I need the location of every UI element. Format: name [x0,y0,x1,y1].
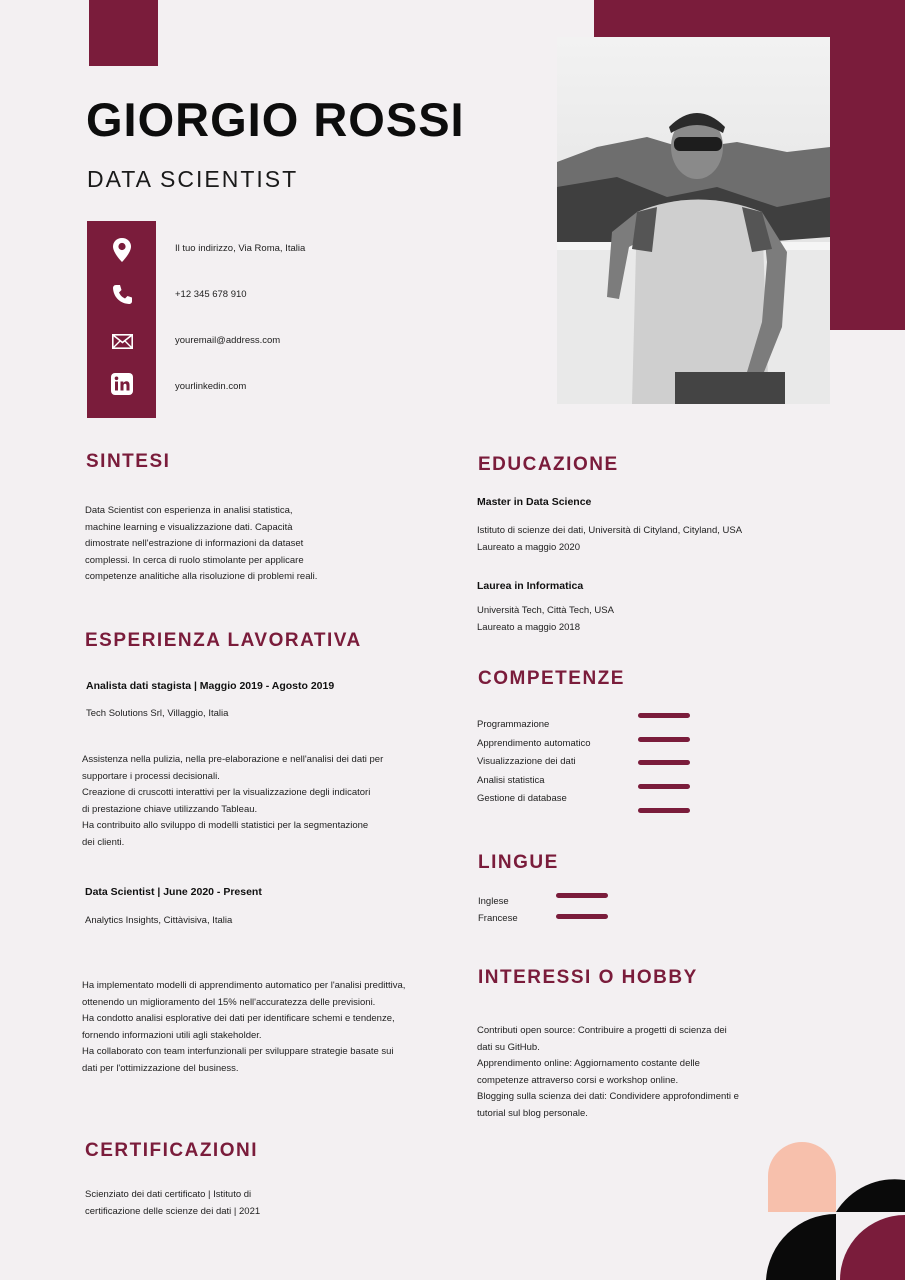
job-line: Ha condotto analisi esplorative dei dati per identificare schemi e tendenze, [82,1013,395,1024]
contact-address: Il tuo indirizzo, Via Roma, Italia [175,243,306,254]
job-line: dei clienti. [82,836,125,848]
skill-item: Gestione di database [477,793,567,805]
degree-2: Laurea in Informatica [477,580,584,592]
candidate-name: GIORGIO ROSSI [86,93,465,146]
language-item: Francese [478,912,518,924]
job-line: supportare i processi decisionali. [82,770,220,782]
phone-icon [112,284,133,305]
profile-photo [557,37,830,404]
job-line: Assistenza nella pulizia, nella pre-elaborazione e nell'analisi dei dati per [82,754,384,765]
degree-1-details [477,523,742,556]
hobby-line: Contributi open source: Contribuire a progetti di scienza dei [477,1025,727,1036]
degree-line: Laureato a maggio 2018 [477,621,580,633]
degree-line: Istituto di scienze dei dati, Università di Cityland, Cityland, USA [477,525,743,536]
job-line: fornendo informazioni utili agli stakeholder. [82,1029,262,1041]
sintesi-line: complessi. In cerca di ruolo stimolante per applicare [85,554,304,566]
sintesi-line: Data Scientist con esperienza in analisi statistica, [85,505,293,516]
degree-1: Master in Data Science [477,496,592,508]
sintesi-line: competenze analitiche alla risoluzione di problemi reali. [85,571,318,582]
hobby-line: tutorial sul blog personale. [477,1107,588,1119]
section-heading-competenze: COMPETENZE [478,668,625,689]
hobby-line: Blogging sulla scienza dei dati: Condividere approfondimenti e [477,1091,739,1102]
job-title-header: DATA SCIENTIST [87,166,299,192]
top-accent-block [89,0,158,66]
sintesi-text [85,503,317,586]
certificazioni-text [85,1187,260,1220]
mail-icon [112,334,133,349]
job-2-company: Analytics Insights, Cittàvisiva, Italia [85,915,233,926]
skill-item: Visualizzazione dei dati [477,756,576,768]
cert-line: certificazione delle scienze dei dati | 2021 [85,1205,261,1217]
language-bar [556,893,608,898]
section-heading-interessi: INTERESSI O HOBBY [478,967,698,988]
contact-phone: +12 345 678 910 [175,289,247,300]
job-2-description [82,978,405,1077]
section-heading-certificazioni: CERTIFICAZIONI [85,1140,258,1161]
language-bar [556,914,608,919]
degree-line: Laureato a maggio 2020 [477,541,580,553]
skill-bar [638,713,690,718]
job-line: di prestazione chiave utilizzando Tableau. [82,803,258,815]
language-item: Inglese [478,896,509,907]
section-heading-sintesi: SINTESI [86,451,171,472]
degree-2-details [477,603,614,636]
sintesi-line: dimostrate nell'estrazione di informazioni da dataset [85,538,304,549]
job-1-company: Tech Solutions Srl, Villaggio, Italia [86,708,229,719]
cert-line: Scienziato dei dati certificato | Istituto di [85,1189,252,1200]
job-1-description [82,752,383,851]
skill-bar [638,737,690,742]
job-1-title: Analista dati stagista | Maggio 2019 - Agosto 2019 [86,680,335,692]
skill-bar [638,808,690,813]
linkedin-icon [111,373,133,395]
section-heading-esperienza: ESPERIENZA LAVORATIVA [85,630,362,651]
degree-line: Università Tech, Città Tech, USA [477,605,614,616]
job-line: dati per l'ottimizzazione del business. [82,1062,239,1074]
job-line: Creazione di cruscotti interattivi per la visualizzazione degli indicatori [82,787,371,798]
job-line: Ha implementato modelli di apprendimento automatico per l'analisi predittiva, [82,980,406,991]
job-2-title: Data Scientist | June 2020 - Present [85,886,262,898]
contact-email: youremail@address.com [175,335,281,346]
section-heading-lingue: LINGUE [478,852,559,873]
skill-item: Programmazione [477,719,550,730]
section-heading-educazione: EDUCAZIONE [478,454,619,475]
skill-bar [638,760,690,765]
skills-list [477,716,591,809]
contact-linkedin: yourlinkedin.com [175,381,247,392]
skill-item: Analisi statistica [477,774,545,786]
interessi-text [477,1023,739,1122]
hobby-line: competenze attraverso corsi e workshop online. [477,1074,679,1086]
decorative-shapes [766,1142,905,1280]
languages-list [478,894,518,927]
hobby-line: dati su GitHub. [477,1041,540,1053]
location-pin-icon [112,237,132,263]
job-line: Ha collaborato con team interfunzionali per sviluppare strategie basate sui [82,1046,394,1057]
skill-item: Apprendimento automatico [477,737,591,749]
job-line: Ha contribuito allo sviluppo di modelli statistici per la segmentazione [82,820,369,831]
sintesi-line: machine learning e visualizzazione dati. Capacità [85,521,293,533]
job-line: ottenendo un miglioramento del 15% nell'accuratezza delle previsioni. [82,996,376,1008]
skill-bar [638,784,690,789]
hobby-line: Apprendimento online: Aggiornamento costante delle [477,1058,700,1069]
